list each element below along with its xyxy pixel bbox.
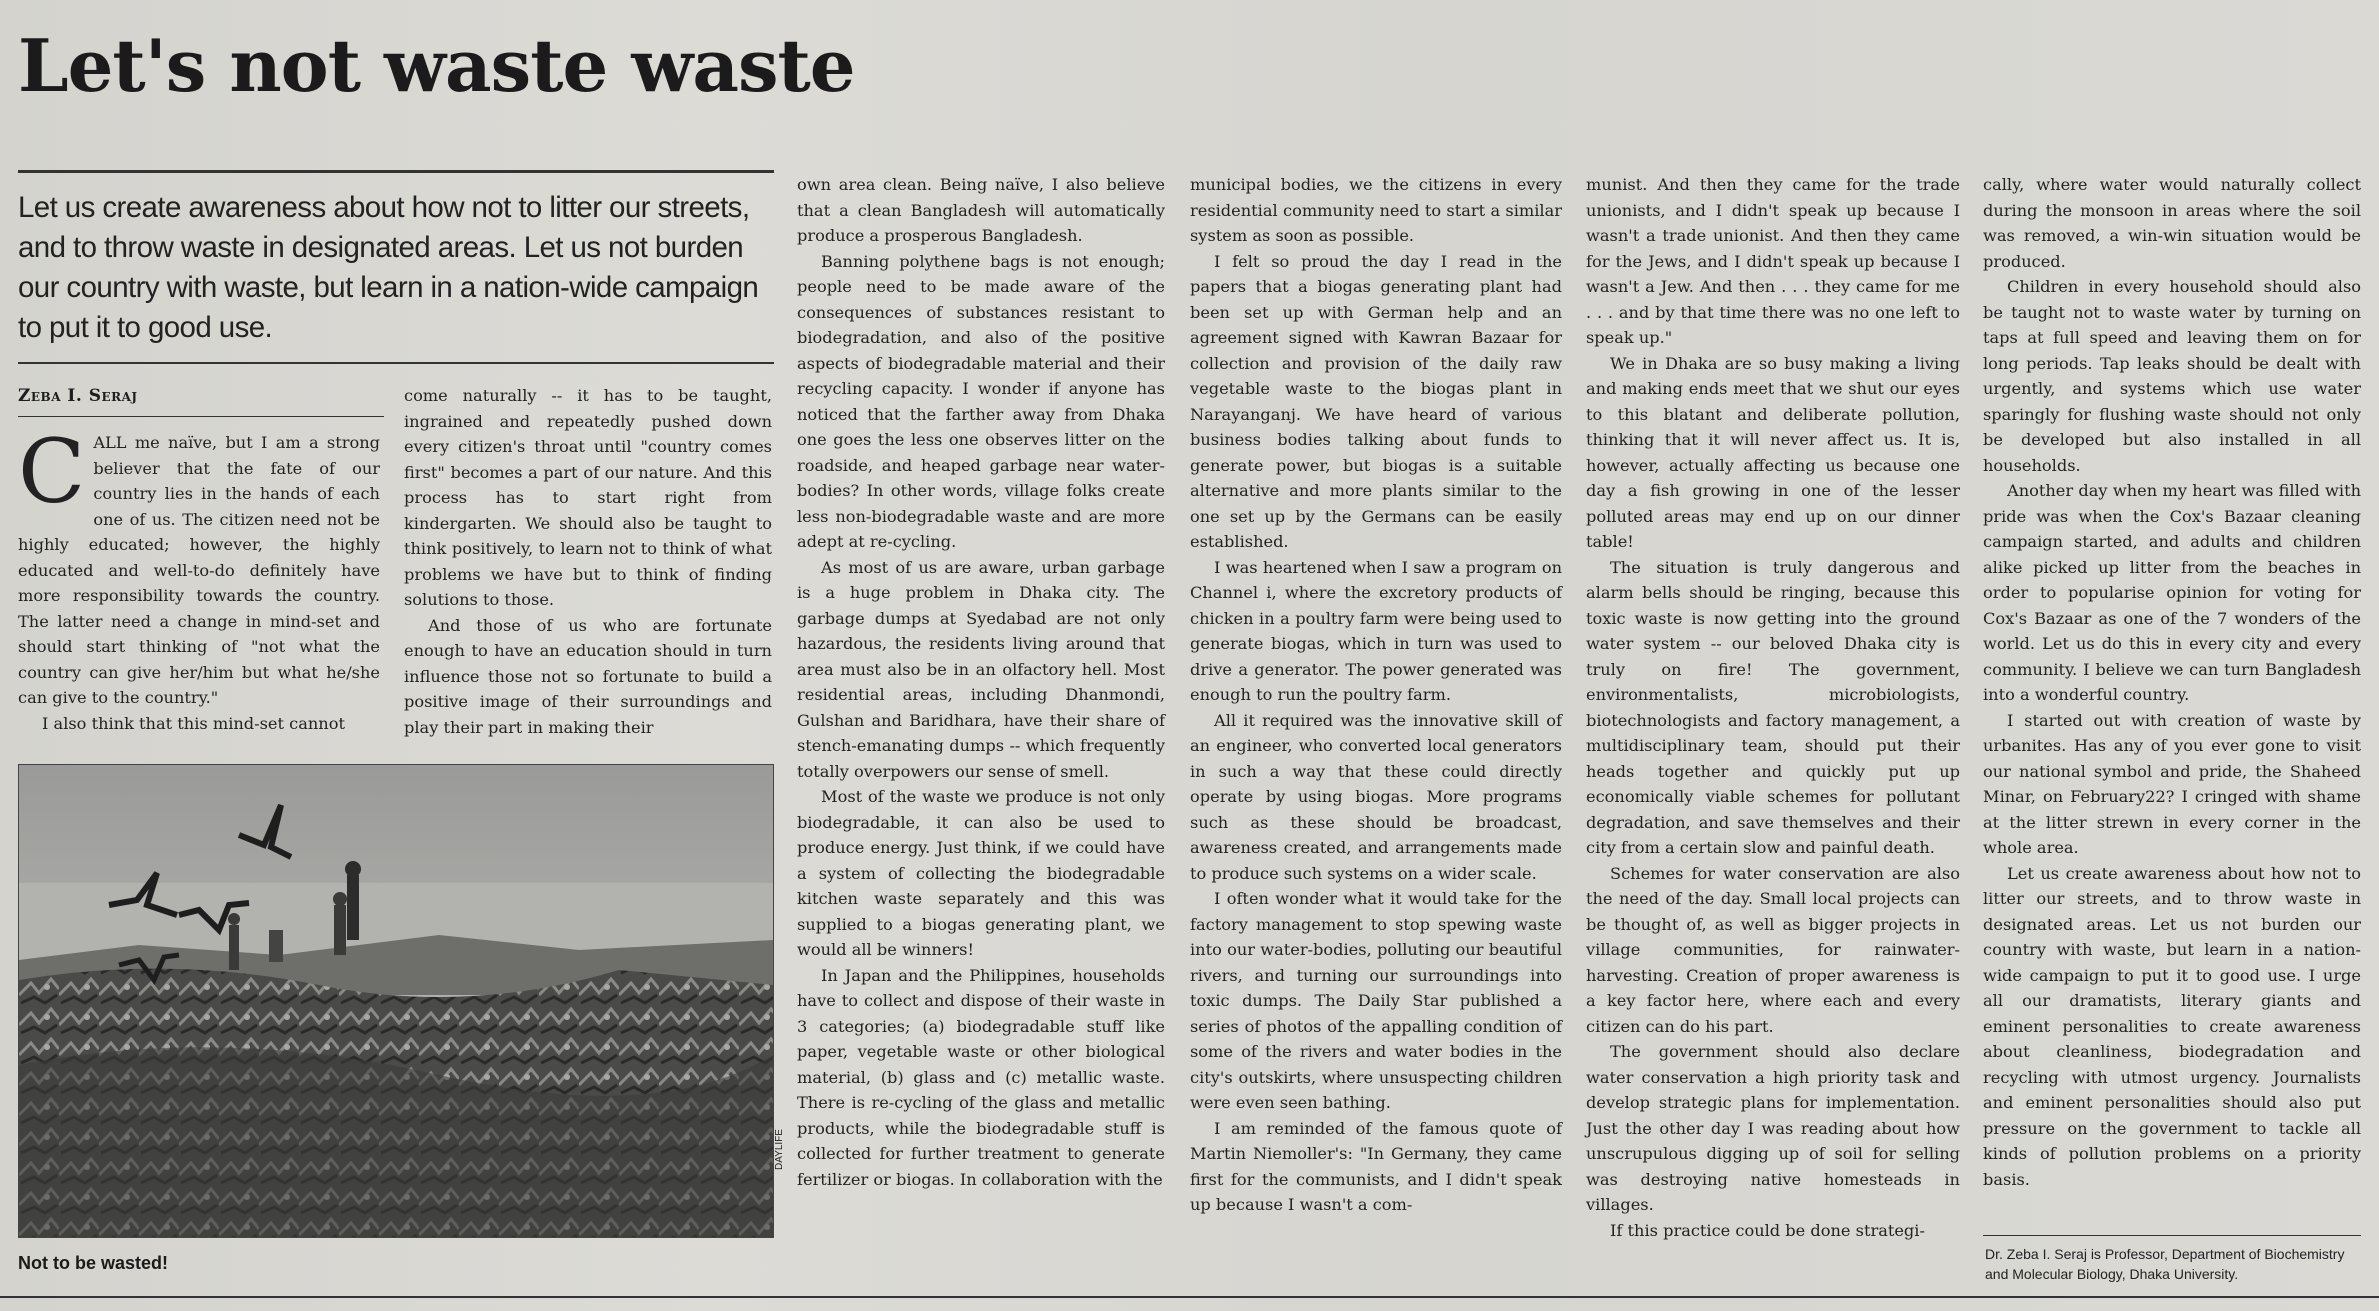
page-bottom-rule	[0, 1296, 2379, 1298]
deck-bottom-rule	[18, 362, 774, 364]
deck: Let us create awareness about how not to litter our streets, and to throw waste in designated areas. Let us not burden our country with waste, but learn in a nation-wide campaign to put it to good use.	[18, 191, 759, 344]
paragraph: Let us create awareness about how not to litter our streets, and to throw waste in designated areas. Let us not burden our country with waste, but learn in a nation-wide campaign to put it to good use. I urge all our dramatists, literary giants and eminent personalities to create awareness about cleanliness, biodegradation and recycling with utmost urgency. Journalists and eminent personalities should also put pressure on the government to tackle all kinds of pollution problems on a priority basis.	[1983, 863, 2361, 1189]
garbage-dump-illustration	[19, 765, 773, 1237]
photo-credit: DAYLIFE	[774, 1129, 785, 1170]
photo-caption: Not to be wasted!	[18, 1253, 169, 1273]
paragraph: munist. And then they came for the trade unionists, and I didn't speak up because I wasn't a trade unionist. And then they came for the Jews, and I didn't speak up because I wasn't a Jew. And then . . . they came for me . . . and by that time there was no one left to speak up."	[1586, 175, 1960, 347]
paragraph: I often wonder what it would take for the factory management to stop spewing waste into our water-bodies, polluting our beautiful rivers, and turning our surroundings into toxic dumps. The Daily Star published a series of photos of the appalling condition of some of the rivers and water bodies in the city's outskirts, where unsuspecting children were even seen bathing.	[1190, 889, 1562, 1112]
paragraph: come naturally -- it has to be taught, ingrained and repeatedly pushed down every citizen's throat until "country comes first" becomes a part of our nature. And this process has to start right from kindergarten. We should also be taught to think positively, to learn not to think of what problems we have but to think of finding solutions to those.	[404, 386, 772, 609]
paragraph: cally, where water would naturally collect during the monsoon in areas where the soil was removed, a win-win situation would be produced.	[1983, 175, 2361, 271]
paragraph: As most of us are aware, urban garbage is a huge problem in Dhaka city. The garbage dumps at Syedabad are not only hazardous, the residents living around that area must also be in an olfactory hell. Most residential areas, including Dhanmondi, Gulshan and Baridhara, have their share of stench-emanating dumps -- which frequently totally overpowers our sense of smell.	[797, 557, 1165, 781]
paragraph-text: ALL me naïve, but I am a strong believer that the fate of our country lies in the hands of each one of us. The citizen need not be highly educated; however, the highly educated and well-to-do definitely have more responsibility towards the country. The latter need a change in mind-set and should start thinking of "not what the country can give her/him but what he/she can give to the country."	[18, 433, 380, 707]
article-column-1	[18, 420, 380, 736]
author-bio: Dr. Zeba I. Seraj is Professor, Department of Biochemistry and Molecular Biology, Dhaka University.	[1985, 1246, 2345, 1282]
paragraph: Most of the waste we produce is not only biodegradable, it can also be used to produce energy. Just think, if we could have a system of collecting the biodegradable kitchen waste separately and this was supplied to a biogas generating plant, we would all be winners!	[797, 787, 1165, 959]
paragraph: municipal bodies, we the citizens in every residential community need to start a similar system as soon as possible.	[1190, 175, 1562, 245]
article-column-6	[1983, 172, 2361, 1192]
paragraph: Another day when my heart was filled with pride was when the Cox's Bazaar cleaning campaign started, and adults and children alike picked up litter from the beaches in order to popularise opinion for voting for Cox's Bazaar as one of the 7 wonders of the world. Let us do this in every city and every community. I believe we can turn Bangladesh into a wonderful country.	[1983, 481, 2361, 704]
paragraph: If this practice could be done strategi-	[1610, 1220, 1925, 1240]
paragraph: Schemes for water conservation are also the need of the day. Small local projects can be thought of, as well as bigger projects in village communities, for rainwater-harvesting. Creation of proper awareness is a key factor here, where each and every citizen can do his part.	[1586, 863, 1960, 1036]
article-photo	[18, 764, 774, 1238]
deck-top-rule	[18, 170, 774, 173]
article-column-4	[1190, 172, 1562, 1218]
byline-rule	[18, 416, 384, 417]
paragraph: The situation is truly dangerous and alarm bells should be ringing, because this toxic waste is now getting into the ground water system -- our beloved Dhaka city is truly on fire! The government, environmentalists, microbiologists, biotechnologists and factory management, a multidisciplinary team, should put their heads together and quickly put up economically viable schemes for pollutant degradation, and save themselves and their city from a certain slow and painful death.	[1586, 557, 1960, 857]
paragraph: I also think that this mind-set cannot	[42, 713, 345, 733]
bio-rule	[1983, 1235, 2361, 1236]
paragraph: own area clean. Being naïve, I also believe that a clean Bangladesh will automatically produce a prosperous Bangladesh.	[797, 175, 1165, 245]
paragraph: Banning polythene bags is not enough; people need to be made aware of the consequences of substances resistant to biodegradation, and also of the positive aspects of biodegradable material and their recycling capacity. I wonder if anyone has noticed that the farther away from Dhaka one goes the less one observes litter on the roadside, and heaped garbage near water-bodies? In other words, village folks create less non-biodegradable waste and are more adept at re-cycling.	[797, 251, 1165, 551]
paragraph: I was heartened when I saw a program on Channel i, where the excretory products of chicken in a poultry farm were being used to generate biogas, which in turn was used to drive a generator. The power generated was enough to run the poultry farm.	[1190, 557, 1562, 704]
paragraph: I started out with creation of waste by urbanites. Has any of you ever gone to visit our national symbol and pride, the Shaheed Minar, on February22? I cringed with shame at the litter strewn in every corner in the whole area.	[1983, 710, 2361, 857]
paragraph: In Japan and the Philippines, households have to collect and dispose of their waste in 3 categories; (a) biodegradable stuff like paper, vegetable waste or other biological material, (b) glass and (c) metallic waste. There is re-cycling of the glass and metallic products, while the biodegradable stuff is collected for further treatment to generate fertilizer or biogas. In collaboration with the	[797, 965, 1165, 1189]
paragraph: And those of us who are fortunate enough to have an education should in turn influence those not so fortunate to build a positive image of their surroundings and play their part in making their	[404, 615, 772, 737]
paragraph: I felt so proud the day I read in the papers that a biogas generating plant had been set up with German help and an agreement signed with Kawran Bazaar for collection and provision of the daily raw vegetable waste to the biogas plant in Narayanganj. We have heard of various business bodies talking about funds to generate power, but biogas is a suitable alternative and more plants similar to the one set up by the Germans can be easily established.	[1190, 251, 1562, 551]
article-column-3	[797, 172, 1165, 1192]
byline: Zeba I. Seraj	[18, 386, 138, 406]
paragraph: All it required was the innovative skill of an engineer, who converted local generators in such a way that these could directly operate by using biogas. More programs such as these should be broadcast, awareness created, and arrangements made to produce such systems on a wider scale.	[1190, 710, 1562, 883]
paragraph	[18, 420, 380, 711]
paragraph: Children in every household should also be taught not to waste water by turning on taps at full speed and leaving them on for long periods. Tap leaks should be dealt with urgently, and systems which use water sparingly for flushing waste should not only be developed but also installed in all households.	[1983, 277, 2361, 475]
paragraph: I am reminded of the famous quote of Martin Niemoller's: "In Germany, they came first for the communists, and I didn't speak up because I wasn't a com-	[1190, 1118, 1562, 1214]
paragraph: The government should also declare water conservation a high priority task and develop strategic plans for implementation. Just the other day I was reading about how unscrupulous digging up of soil for selling was destroying native homesteads in villages.	[1586, 1042, 1960, 1214]
child-figure	[347, 875, 359, 940]
drop-cap: C	[18, 420, 86, 523]
headline: Let's not waste waste	[18, 23, 855, 108]
article-column-5	[1586, 172, 1960, 1243]
paragraph: We in Dhaka are so busy making a living and making ends meet that we shut our eyes to this blatant and deliberate pollution, thinking that it will never affect us. It is, however, actually affecting us because one day a fish growing in one of the lesser polluted areas may end up on our dinner table!	[1586, 353, 1960, 551]
article-column-2	[404, 383, 772, 740]
